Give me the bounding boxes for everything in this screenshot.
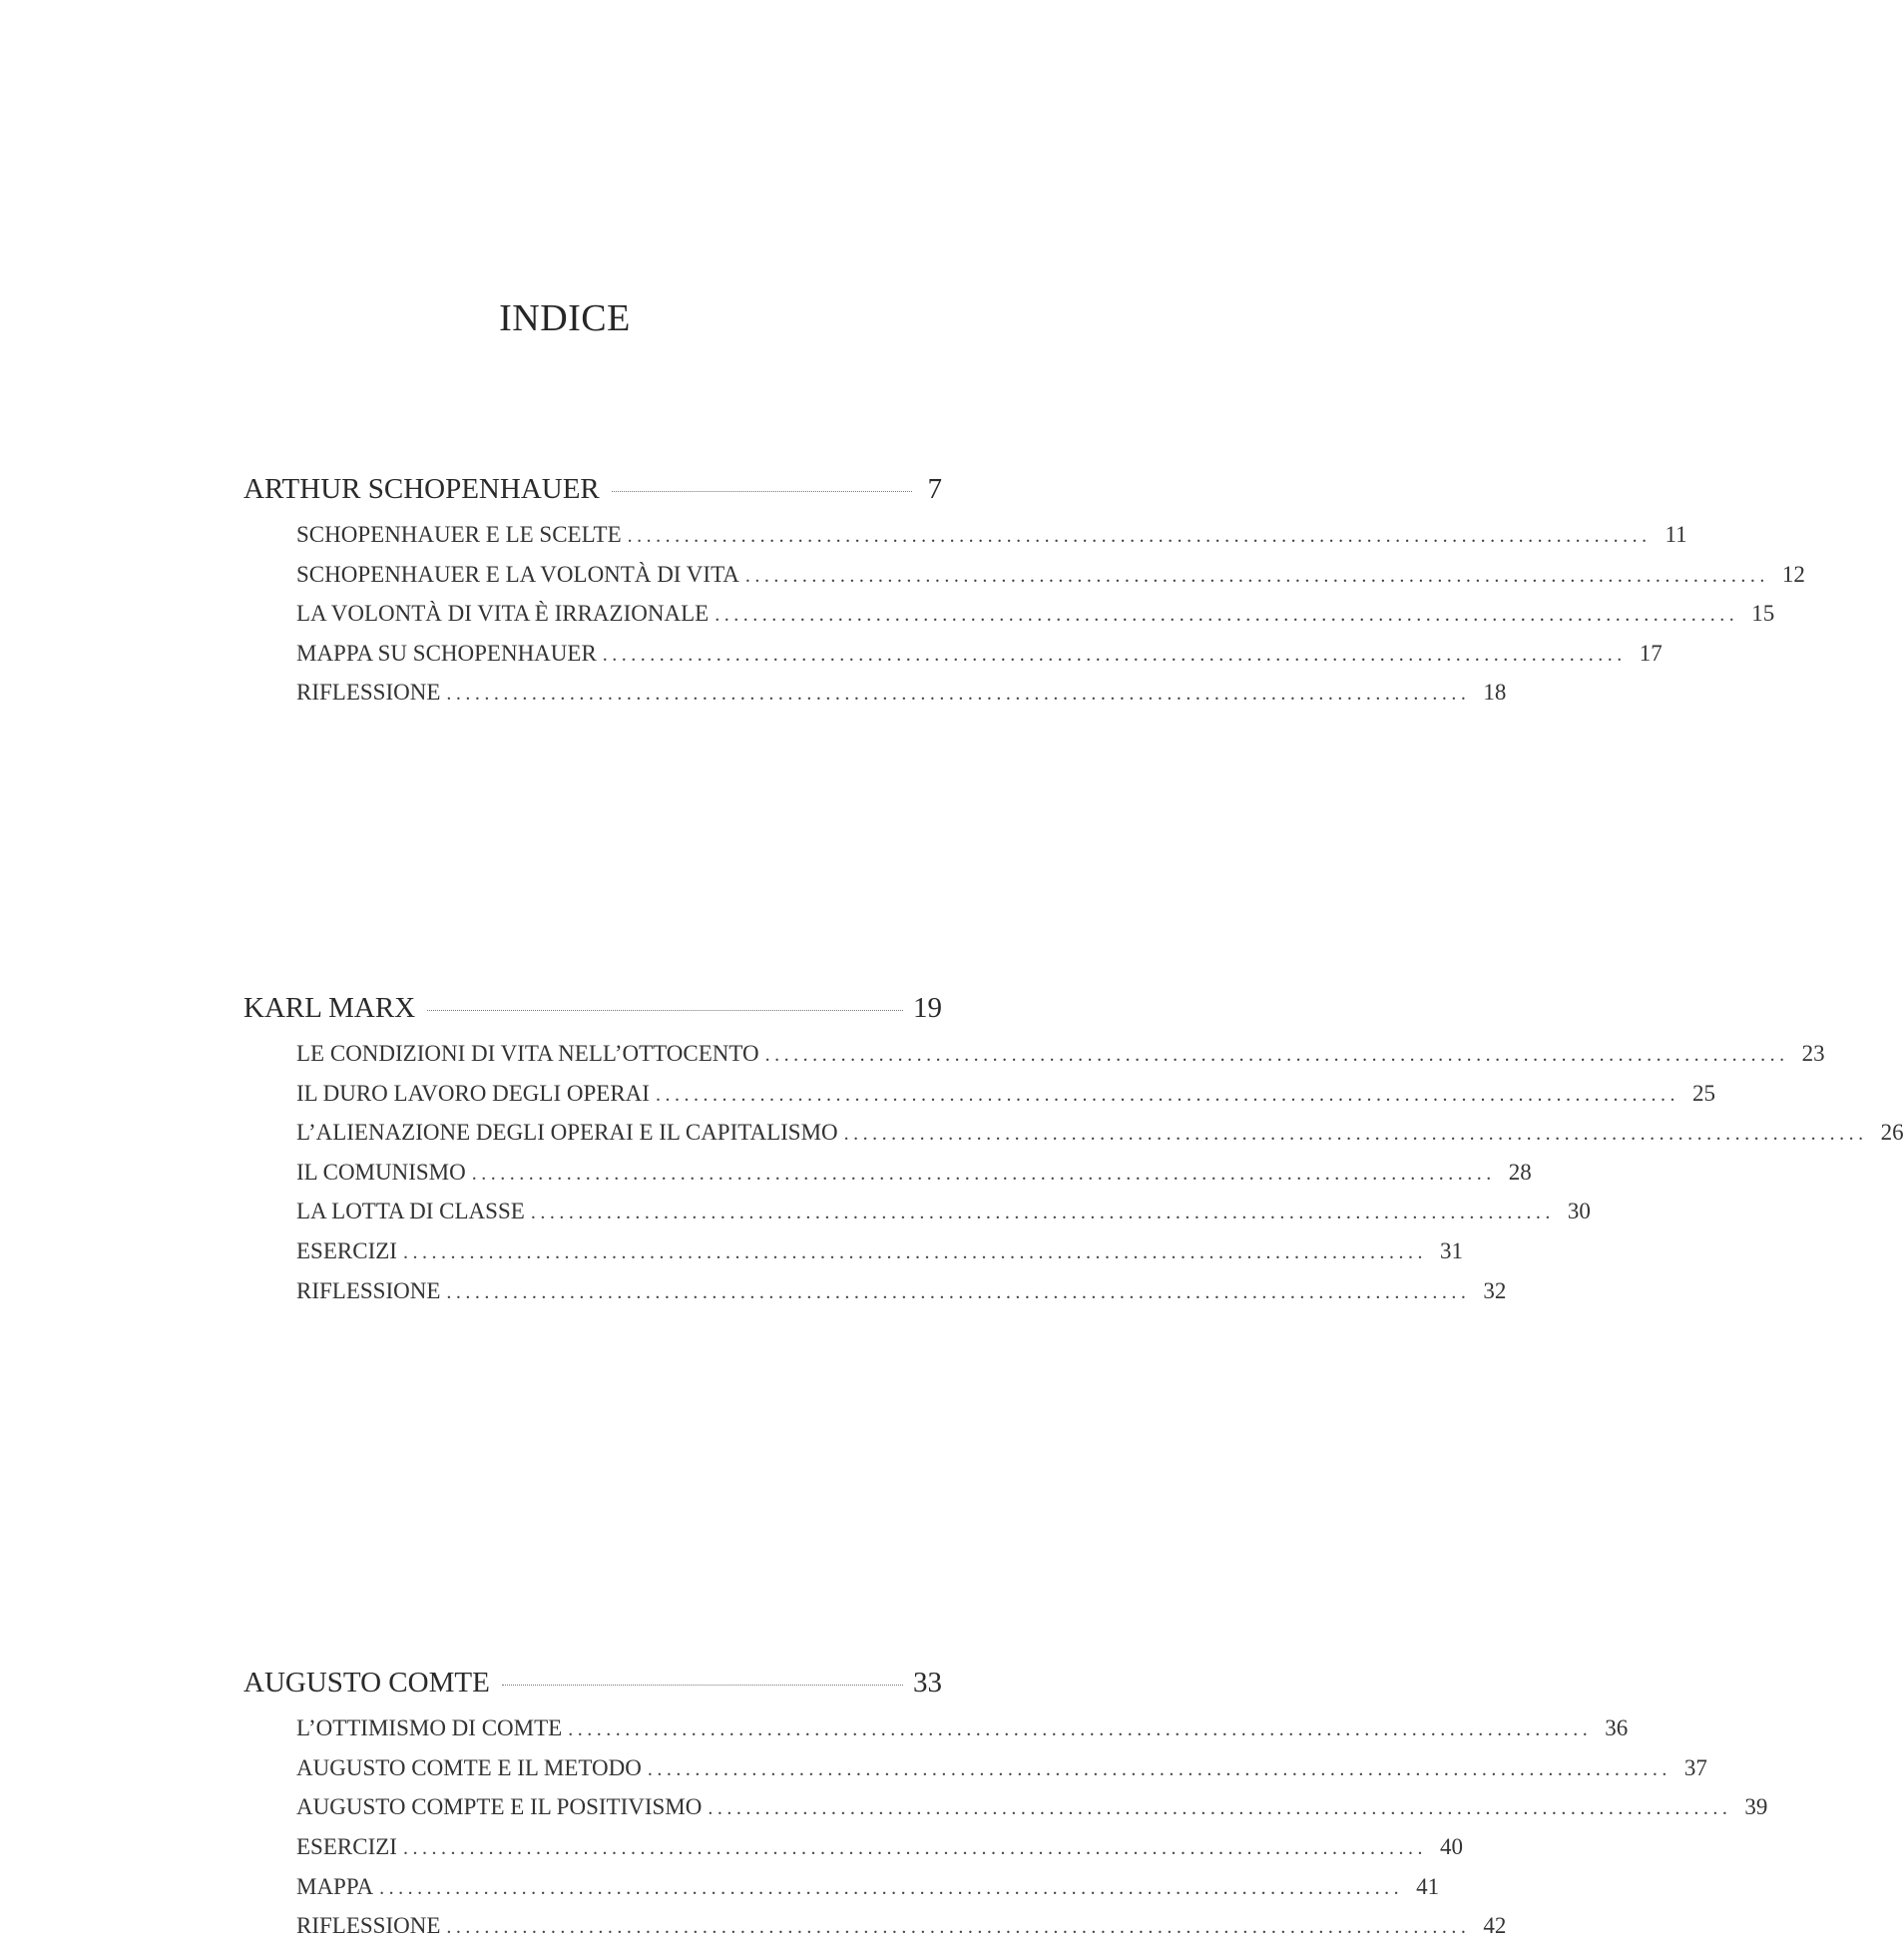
section-page-number: 32 — [1483, 1277, 1507, 1303]
section-row[interactable] — [296, 1748, 1707, 1788]
section-title: LA LOTTA DI CLASSE — [296, 1199, 525, 1224]
section-title: RIFLESSIONE — [296, 1277, 441, 1303]
dot-leader: ............................................................................................................ — [714, 604, 1739, 627]
section-page-number: 28 — [1508, 1159, 1532, 1185]
section-title: SCHOPENHAUER E LA VOLONTÀ DI VITA — [296, 561, 739, 587]
section-page-number: 41 — [1416, 1873, 1440, 1899]
section-row[interactable] — [296, 1074, 1715, 1114]
section-title: AUGUSTO COMPTE E IL POSITIVISMO — [296, 1794, 703, 1820]
section-title: LE CONDIZIONI DI VITA NELL’OTTOCENTO — [296, 1040, 759, 1066]
dot-leader: ............................................................................................................ — [402, 1240, 1427, 1263]
dot-leader — [502, 1685, 903, 1686]
section-page-number: 17 — [1639, 640, 1663, 666]
dot-leader: ............................................................................................................ — [764, 1043, 1789, 1066]
dot-leader: ............................................................................................................ — [530, 1202, 1555, 1224]
chapter-row[interactable] — [243, 1667, 942, 1708]
section-page-number: 40 — [1439, 1833, 1463, 1859]
section-title: MAPPA SU SCHOPENHAUER — [296, 640, 597, 666]
section-page-number: 26 — [1880, 1120, 1904, 1146]
section-row[interactable] — [296, 1787, 1768, 1827]
toc-chapter-comte — [243, 1667, 1768, 1946]
dot-leader: ............................................................................................................ — [627, 525, 1652, 547]
section-title: IL COMUNISMO — [296, 1159, 466, 1185]
section-row[interactable] — [296, 1708, 1629, 1748]
chapter-title: ARTHUR SCHOPENHAUER — [243, 473, 600, 505]
dot-leader: ............................................................................................................ — [843, 1123, 1868, 1146]
dot-leader: ............................................................................................................ — [568, 1718, 1593, 1741]
section-page-number: 39 — [1744, 1794, 1768, 1820]
dot-leader: ............................................................................................................ — [446, 1280, 1471, 1303]
dot-leader — [612, 491, 912, 492]
dot-leader: ............................................................................................................ — [379, 1876, 1404, 1899]
dot-leader: ............................................................................................................ — [647, 1757, 1671, 1780]
section-row[interactable] — [296, 1271, 1507, 1311]
chapter-title: AUGUSTO COMTE — [243, 1667, 490, 1700]
section-row[interactable] — [296, 1034, 1825, 1074]
section-row[interactable] — [296, 634, 1663, 674]
section-page-number: 23 — [1801, 1040, 1825, 1066]
chapter-page-number: 19 — [913, 991, 942, 1024]
section-title: ESERCIZI — [296, 1833, 397, 1859]
section-row[interactable] — [296, 1113, 1904, 1153]
section-title: RIFLESSIONE — [296, 680, 441, 706]
section-title: SCHOPENHAUER E LE SCELTE — [296, 522, 622, 547]
dot-leader: ............................................................................................................ — [471, 1162, 1496, 1185]
section-page-number: 42 — [1483, 1913, 1507, 1939]
section-row[interactable] — [296, 1192, 1591, 1231]
section-title: RIFLESSIONE — [296, 1913, 441, 1939]
dot-leader — [427, 1010, 903, 1011]
section-page-number: 30 — [1567, 1199, 1591, 1224]
section-title: LA VOLONTÀ DI VITA È IRRAZIONALE — [296, 601, 710, 627]
section-title: AUGUSTO COMTE E IL METODO — [296, 1754, 642, 1780]
dot-leader: ............................................................................................................ — [402, 1836, 1427, 1859]
section-page-number: 36 — [1605, 1715, 1629, 1741]
section-page-number: 31 — [1439, 1237, 1463, 1263]
section-title: MAPPA — [296, 1873, 374, 1899]
section-row[interactable] — [296, 1867, 1440, 1907]
dot-leader: ............................................................................................................ — [446, 683, 1471, 706]
chapter-page-number: 33 — [913, 1667, 942, 1700]
section-row[interactable] — [296, 1231, 1463, 1271]
chapter-title: KARL MARX — [243, 991, 416, 1024]
section-title: IL DURO LAVORO DEGLI OPERAI — [296, 1080, 650, 1106]
section-page-number: 12 — [1781, 561, 1805, 587]
dot-leader: ............................................................................................................ — [446, 1916, 1471, 1939]
chapter-page-number: 7 — [927, 473, 942, 505]
page-title: INDICE — [499, 297, 631, 339]
section-row[interactable] — [296, 1153, 1532, 1193]
section-page-number: 15 — [1751, 601, 1775, 627]
section-page-number: 11 — [1665, 522, 1687, 547]
section-row[interactable] — [296, 1906, 1507, 1946]
section-row[interactable] — [296, 515, 1687, 555]
chapter-row[interactable] — [243, 992, 942, 1034]
chapter-row[interactable] — [243, 473, 942, 515]
section-page-number: 37 — [1683, 1754, 1707, 1780]
section-row[interactable] — [296, 673, 1507, 713]
section-page-number: 18 — [1483, 680, 1507, 706]
dot-leader: ............................................................................................................ — [708, 1797, 1732, 1820]
section-title: ESERCIZI — [296, 1237, 397, 1263]
dot-leader: ............................................................................................................ — [602, 643, 1627, 666]
section-title: L’OTTIMISMO DI COMTE — [296, 1715, 563, 1741]
dot-leader: ............................................................................................................ — [655, 1083, 1679, 1106]
section-title: L’ALIENAZIONE DEGLI OPERAI E IL CAPITALISMO — [296, 1120, 838, 1146]
section-row[interactable] — [296, 594, 1775, 634]
toc-chapter-schopenhauer — [243, 473, 1805, 713]
toc-chapter-marx — [243, 991, 1904, 1310]
section-row[interactable] — [296, 1827, 1463, 1867]
section-page-number: 25 — [1691, 1080, 1715, 1106]
dot-leader: ............................................................................................................ — [744, 564, 1769, 587]
section-row[interactable] — [296, 555, 1805, 595]
